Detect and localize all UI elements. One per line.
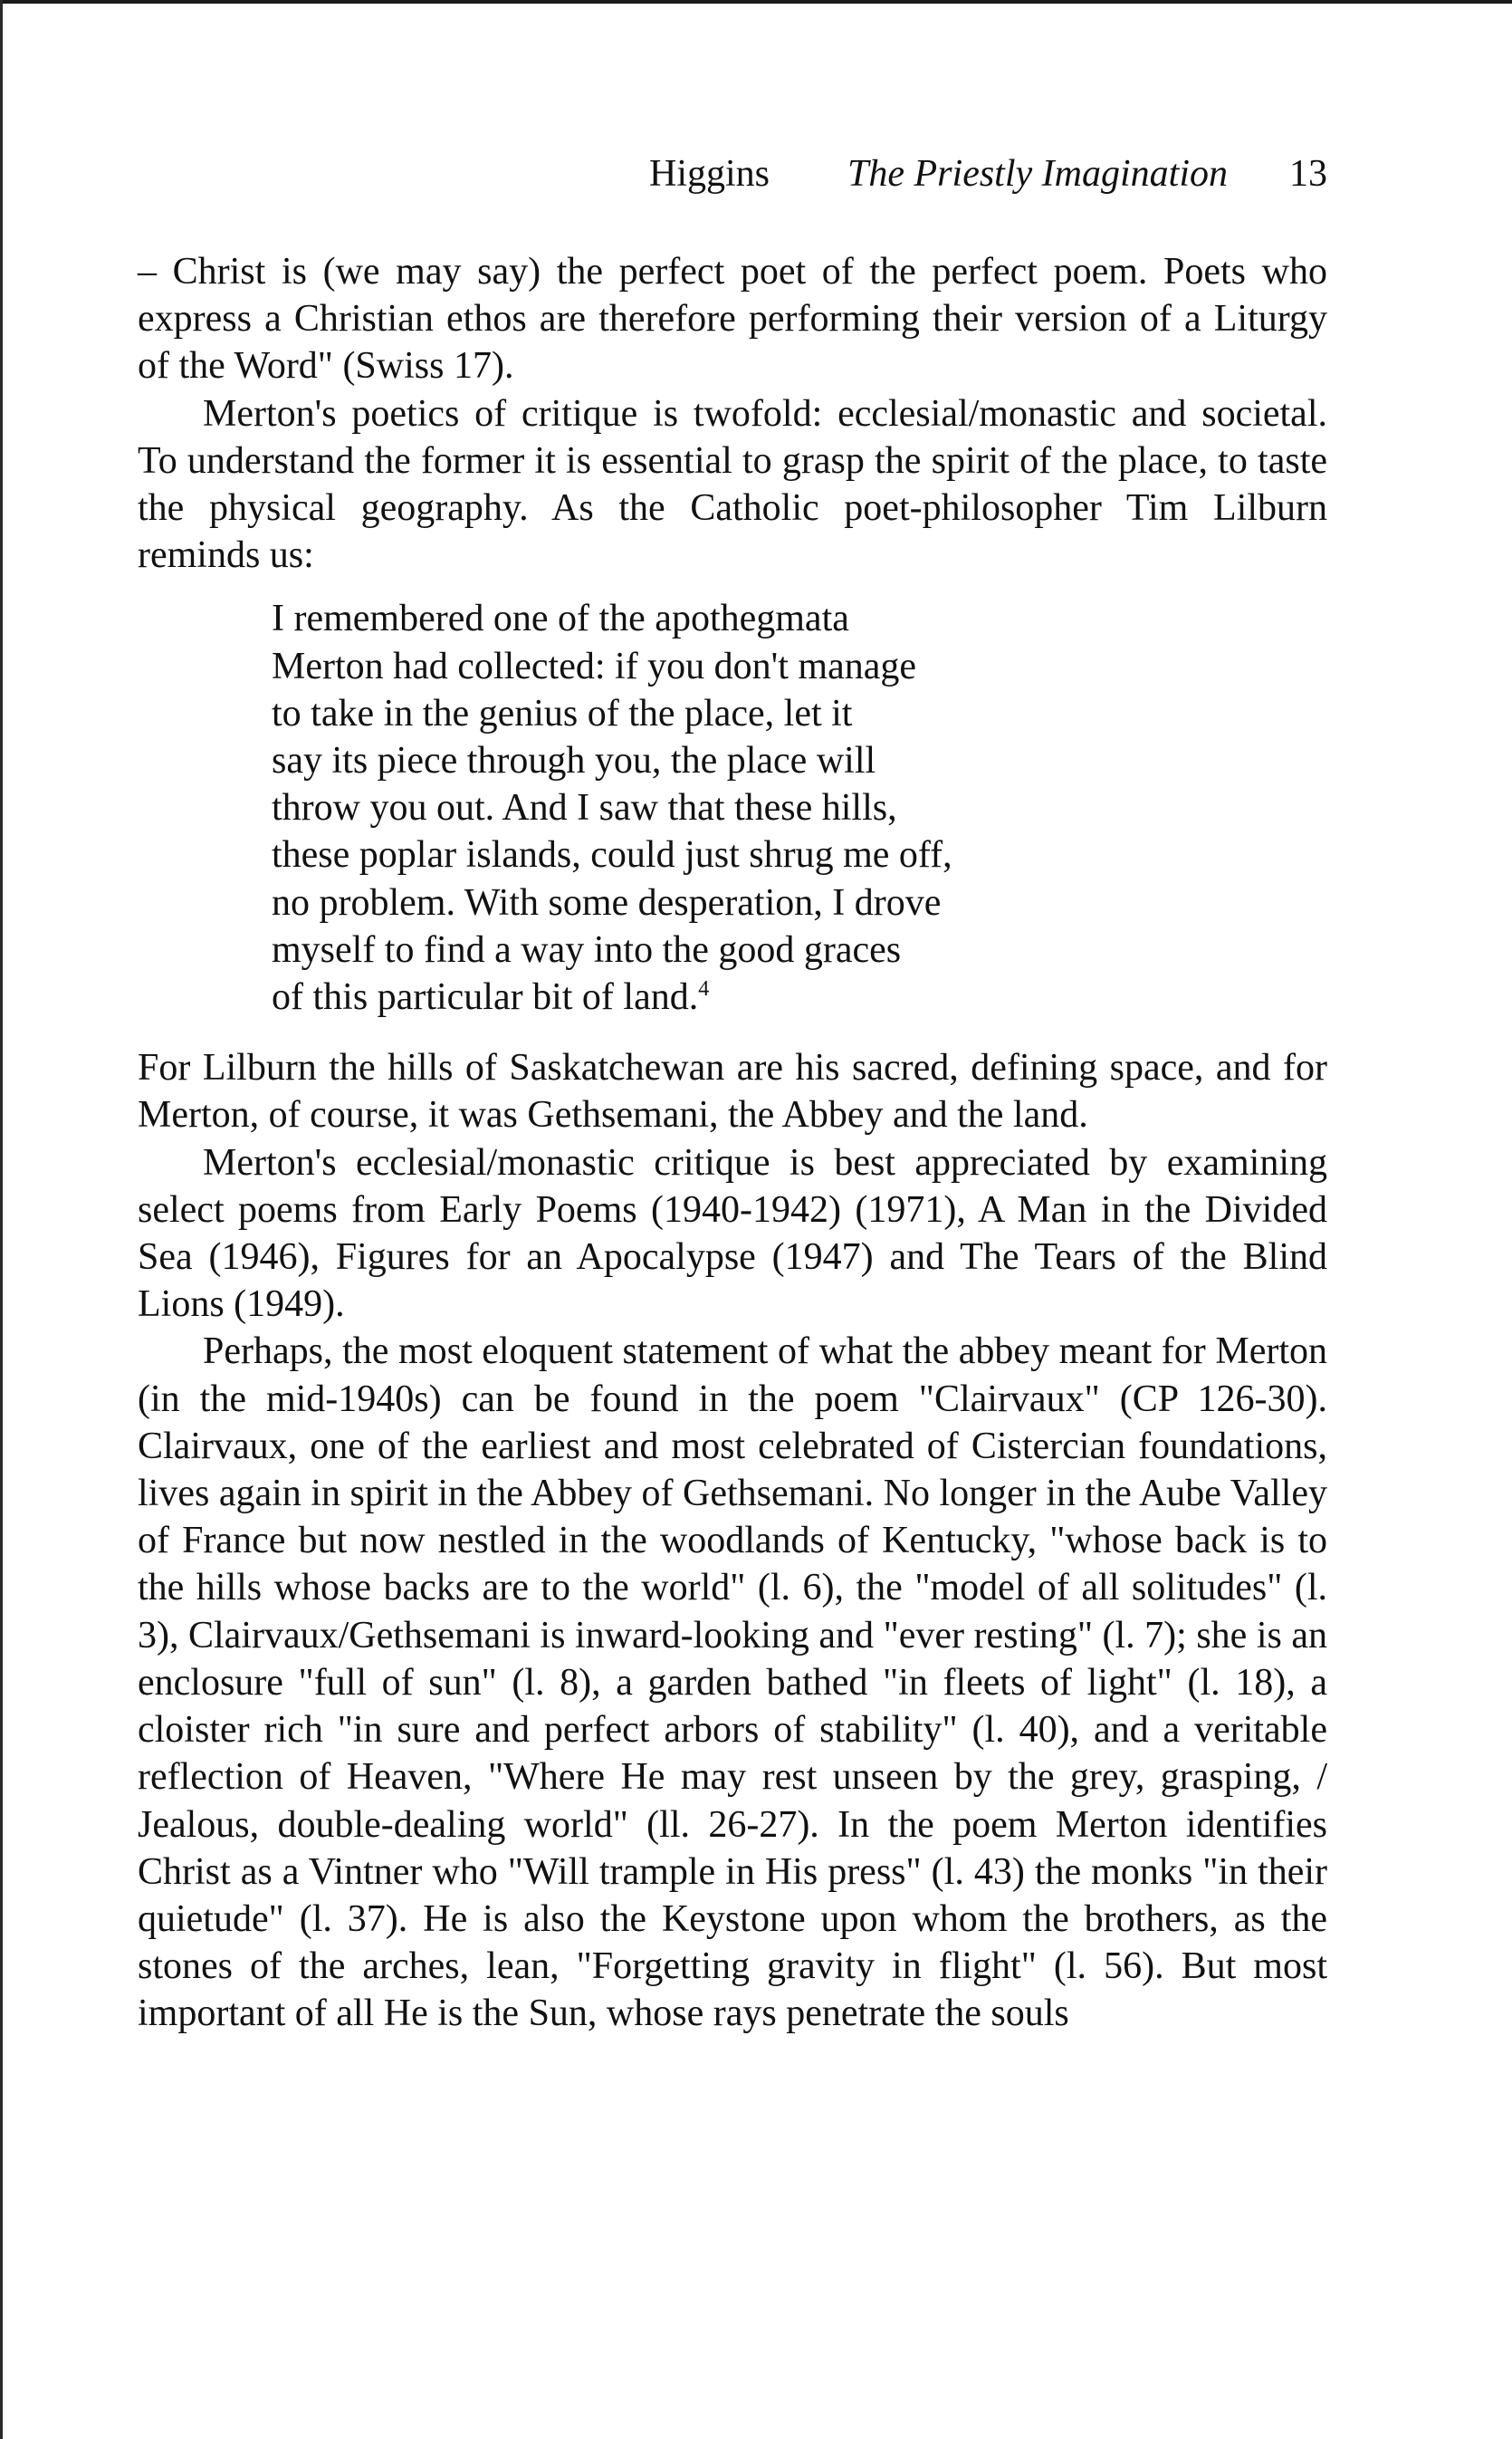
- quote-line: Merton had collected: if you don't manage: [272, 645, 917, 687]
- quote-line: these poplar islands, could just shrug me off,: [272, 834, 952, 877]
- quote-line-last: [272, 974, 1327, 1021]
- left-edge-rule: [0, 0, 3, 2439]
- paragraph-3: For Lilburn the hills of Saskatchewan are his sacred, defining space, and for Merton, of course, it was Gethsemani, the Abbey and the land.: [138, 1047, 1327, 1137]
- header-author: Higgins: [649, 153, 770, 195]
- quote-line: myself to find a way into the good graces: [272, 928, 902, 971]
- header-title: The Priestly Imagination: [847, 153, 1228, 195]
- block-quote: [272, 595, 1327, 1021]
- quote-last-text: of this particular bit of land.: [272, 976, 699, 1019]
- paragraph-5: Perhaps, the most eloquent statement of what the abbey meant for Merton (in the mid-1940s) can be found in the poem "Clairvaux" (CP 126-30). Clairvaux, one of the earliest and most celebrated of Cistercian foundations, lives again in spirit in the Abbey of Gethsemani. No longer in the Aube Valley of France but now nestled in the woodlands of Kentucky, "whose back is to the hills whose backs are to the world" (l. 6), the "model of all solitudes" (l. 3), Clairvaux/Gethsemani is inward-looking and "ever resting" (l. 7); she is an enclosure "full of sun" (l. 8), a garden bathed "in fleets of light" (l. 18), a cloister rich "in sure and perfect arbors of stability" (l. 40), and a veritable reflection of Heaven, "Where He may rest unseen by the grey, grasping, / Jealous, double-dealing world" (ll. 26-27). In the poem Merton identifies Christ as a Vintner who "Will trample in His press" (l. 43) the monks "in their quietude" (l. 37). He is also the Keystone upon whom the brothers, as the stones of the arches, lean, "Forgetting gravity in flight" (l. 56). But most important of all He is the Sun, whose rays penetrate the souls: [138, 1330, 1327, 2035]
- page-body: [138, 248, 1327, 2038]
- quote-line: I remembered one of the apothegmata: [272, 598, 849, 640]
- running-header: [138, 150, 1327, 197]
- paragraph-2: Merton's poetics of critique is twofold: ecclesial/monastic and societal. To understand the former it is essential to grasp the spirit of the place, to taste the physical geography. As the Catholic poet-philosopher Tim Lilburn reminds us:: [138, 392, 1327, 577]
- footnote-marker: 4: [698, 977, 710, 1002]
- paragraph-4: Merton's ecclesial/monastic critique is best appreciated by examining select poems from Early Poems (1940-1942) (1971), A Man in the Divided Sea (1946), Figures for an Apocalypse (1947) and The Tears of the Blind Lions (1949).: [138, 1141, 1327, 1326]
- quote-line: throw you out. And I saw that these hills,: [272, 787, 897, 830]
- quote-line: say its piece through you, the place will: [272, 740, 876, 783]
- quote-line: no problem. With some desperation, I drove: [272, 881, 942, 924]
- page-number: 13: [1289, 153, 1327, 195]
- top-edge-rule: [0, 0, 1512, 4]
- quote-line: to take in the genius of the place, let it: [272, 692, 853, 735]
- paragraph-1: – Christ is (we may say) the perfect poet of the perfect poem. Poets who express a Christian ethos are therefore performing their version of a Liturgy of the Word" (Swiss 17).: [138, 251, 1327, 388]
